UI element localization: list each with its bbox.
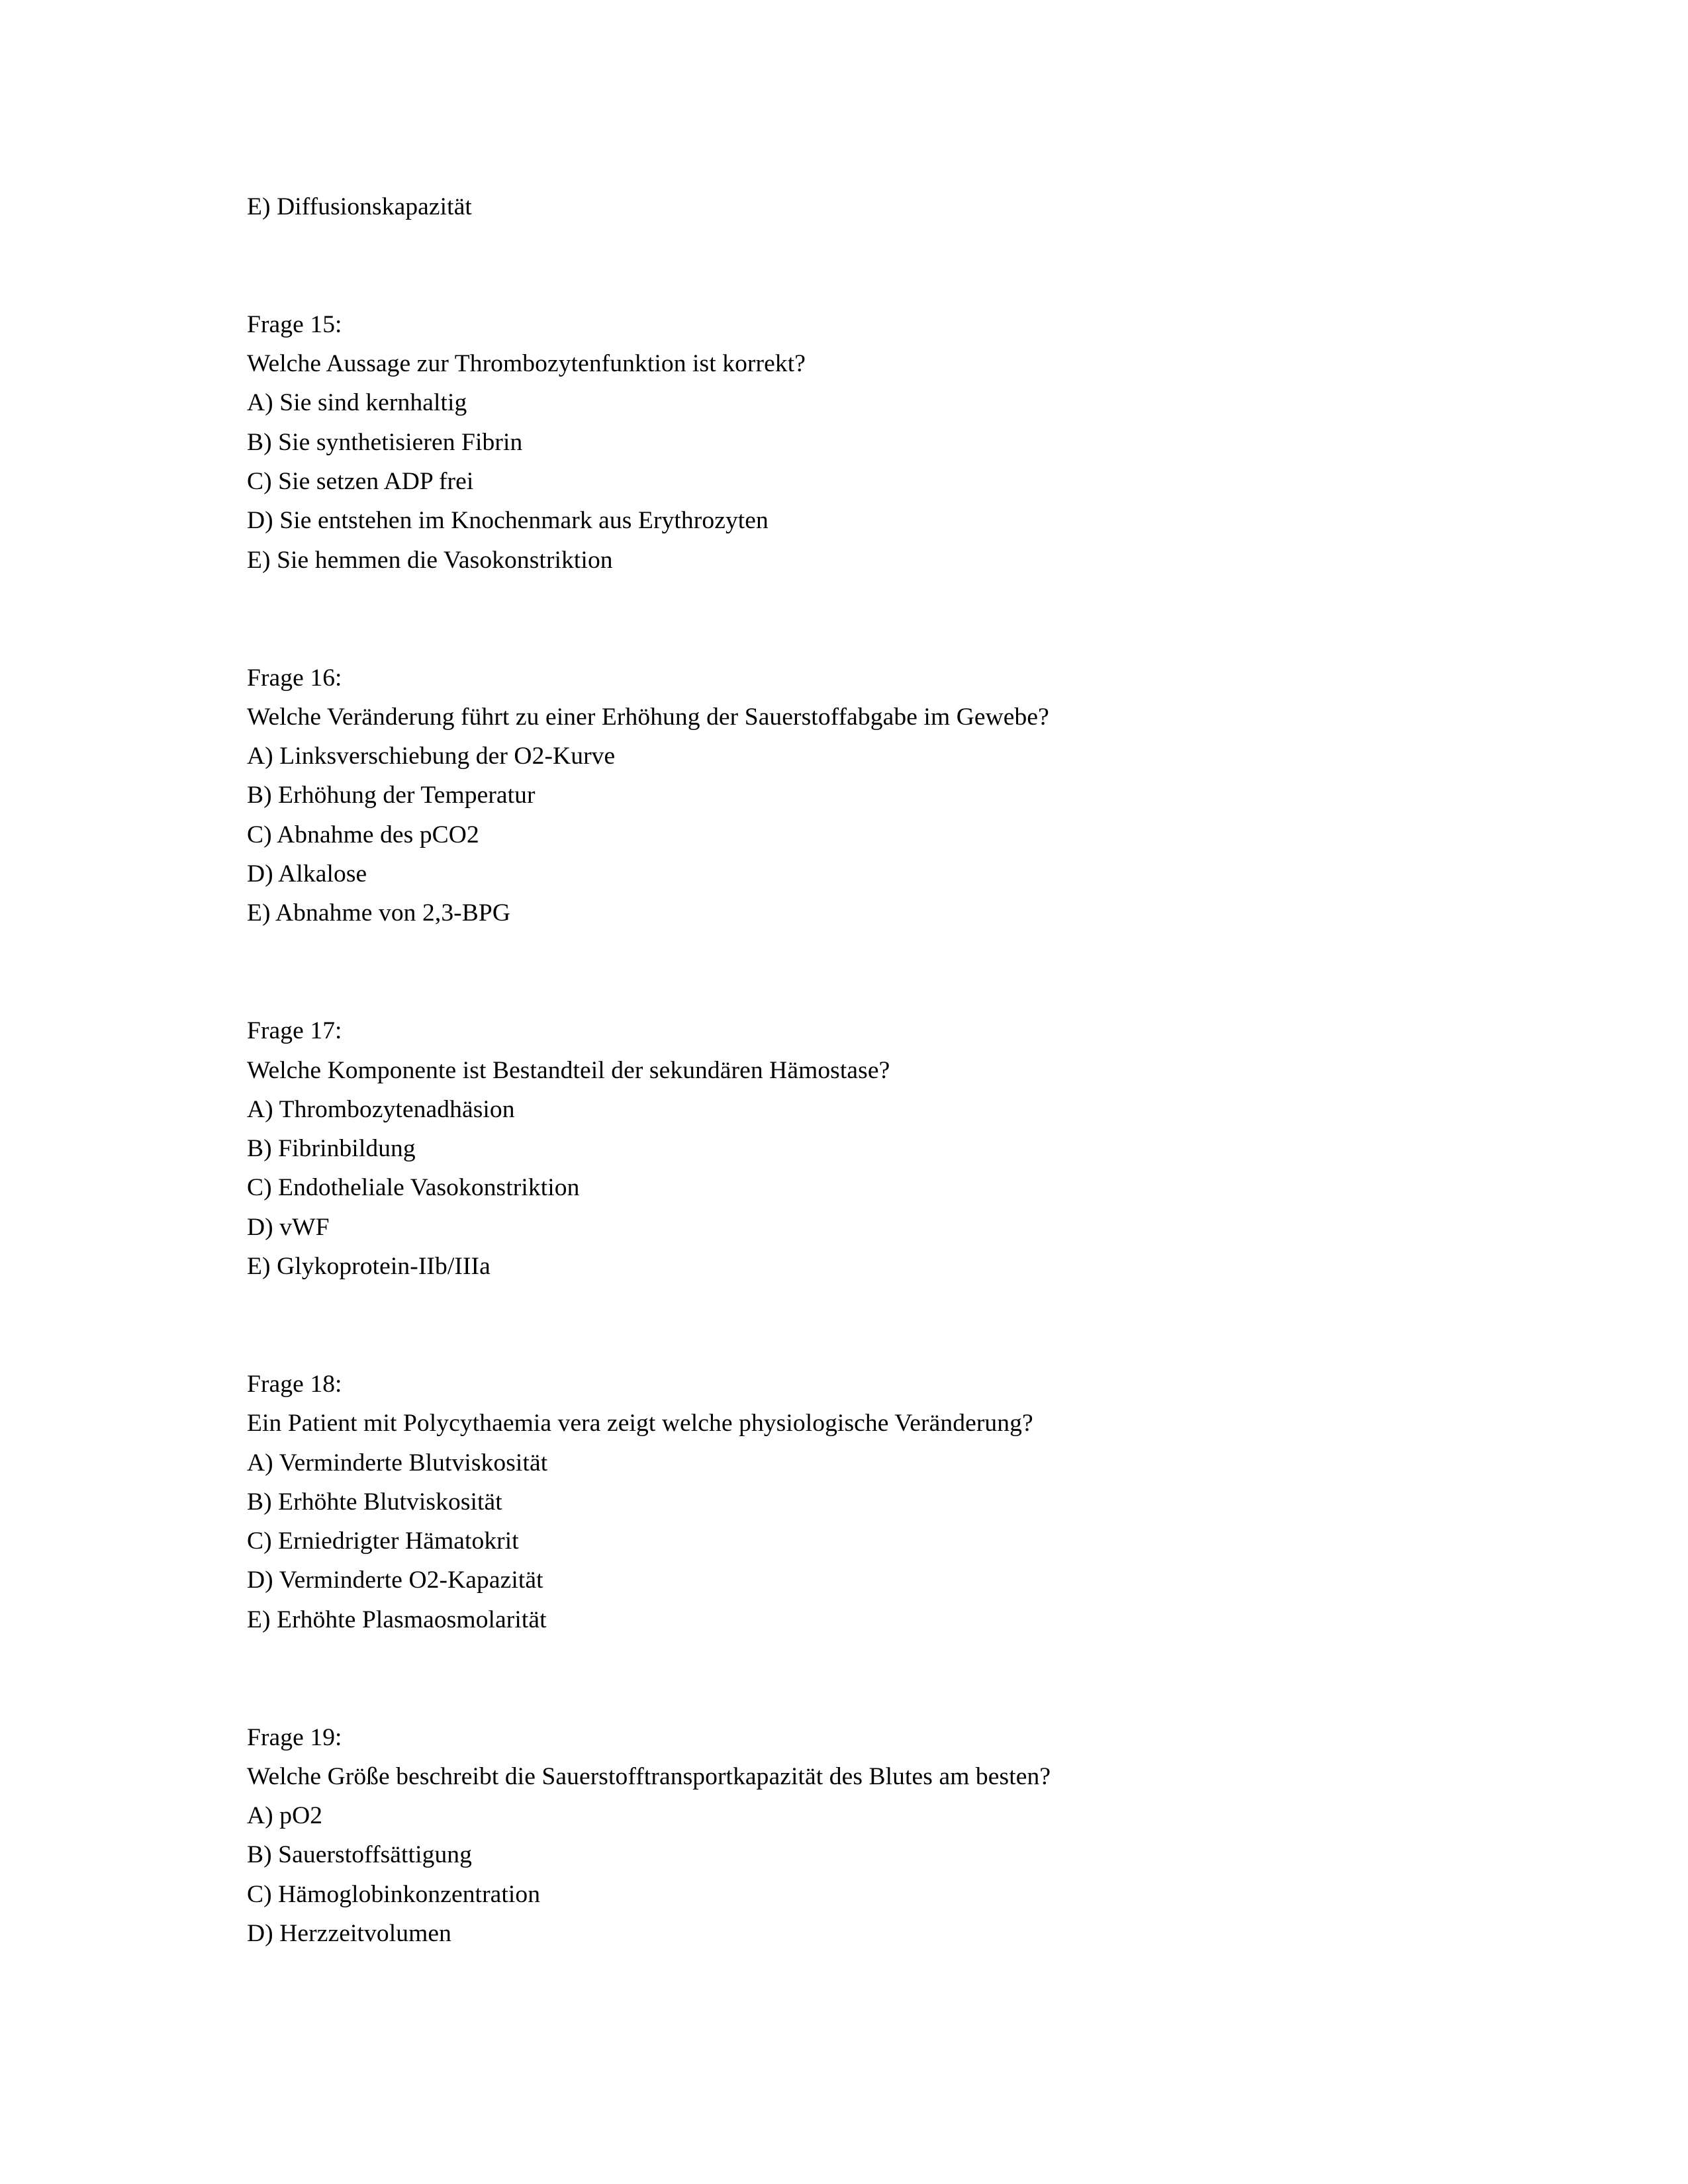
question-block-16 <box>247 659 1445 933</box>
question-19-option-a: A) pO2 <box>247 1802 323 1830</box>
question-15-option-e: E) Sie hemmen die Vasokonstriktion <box>247 546 613 574</box>
block-gap <box>247 1286 1445 1365</box>
question-16-option-d: D) Alkalose <box>247 860 367 888</box>
question-18-option-a: A) Verminderte Blutviskosität <box>247 1449 548 1477</box>
question-number-17: Frage 17: <box>247 1017 342 1045</box>
question-16-option-b: B) Erhöhung der Temperatur <box>247 782 536 809</box>
question-19-option-d: D) Herzzeitvolumen <box>247 1920 451 1948</box>
question-18-option-c: C) Erniedrigter Hämatokrit <box>247 1527 519 1555</box>
question-17-option-b: B) Fibrinbildung <box>247 1135 416 1163</box>
question-stem-18: Ein Patient mit Polycythaemia vera zeigt welche physiologische Veränderung? <box>247 1410 1033 1437</box>
question-15-option-a: A) Sie sind kernhaltig <box>247 389 467 417</box>
question-16-option-c: C) Abnahme des pCO2 <box>247 821 479 848</box>
question-17-option-a: A) Thrombozytenadhäsion <box>247 1095 515 1123</box>
question-block-17 <box>247 1011 1445 1286</box>
question-18-option-d: D) Verminderte O2-Kapazität <box>247 1567 543 1594</box>
question-17-option-d: D) vWF <box>247 1213 330 1241</box>
question-number-15: Frage 15: <box>247 310 342 338</box>
question-19-option-c: C) Hämoglobinkonzentration <box>247 1880 541 1908</box>
question-number-19: Frage 19: <box>247 1723 342 1751</box>
question-17-option-c: C) Endotheliale Vasokonstriktion <box>247 1174 580 1202</box>
question-block-19 <box>247 1718 1445 1954</box>
question-18-option-b: B) Erhöhte Blutviskosität <box>247 1488 502 1516</box>
question-15-option-c: C) Sie setzen ADP frei <box>247 468 474 496</box>
question-19-option-b: B) Sauerstoffsättigung <box>247 1841 473 1869</box>
question-stem-16: Welche Veränderung führt zu einer Erhöhung der Sauerstoffabgabe im Gewebe? <box>247 703 1049 731</box>
question-stem-17: Welche Komponente ist Bestandteil der sekundären Hämostase? <box>247 1056 890 1084</box>
question-block-15 <box>247 305 1445 580</box>
orphan-option-e: E) Diffusionskapazität <box>247 193 472 220</box>
block-gap <box>247 933 1445 1012</box>
question-17-option-e: E) Glykoprotein-IIb/IIIa <box>247 1253 491 1281</box>
block-gap <box>247 580 1445 659</box>
question-number-18: Frage 18: <box>247 1370 342 1398</box>
question-18-option-e: E) Erhöhte Plasmaosmolarität <box>247 1606 547 1633</box>
question-stem-19: Welche Größe beschreibt die Sauerstofftransportkapazität des Blutes am besten? <box>247 1762 1051 1790</box>
document-body <box>247 187 1445 1953</box>
question-15-option-b: B) Sie synthetisieren Fibrin <box>247 428 523 456</box>
question-16-option-e: E) Abnahme von 2,3-BPG <box>247 899 511 927</box>
block-gap <box>247 226 1445 305</box>
question-16-option-a: A) Linksverschiebung der O2-Kurve <box>247 743 616 770</box>
question-number-16: Frage 16: <box>247 664 342 692</box>
question-stem-15: Welche Aussage zur Thrombozytenfunktion ist korrekt? <box>247 350 806 378</box>
question-15-option-d: D) Sie entstehen im Knochenmark aus Erythrozyten <box>247 507 769 535</box>
question-block-18 <box>247 1365 1445 1639</box>
block-gap <box>247 1639 1445 1718</box>
